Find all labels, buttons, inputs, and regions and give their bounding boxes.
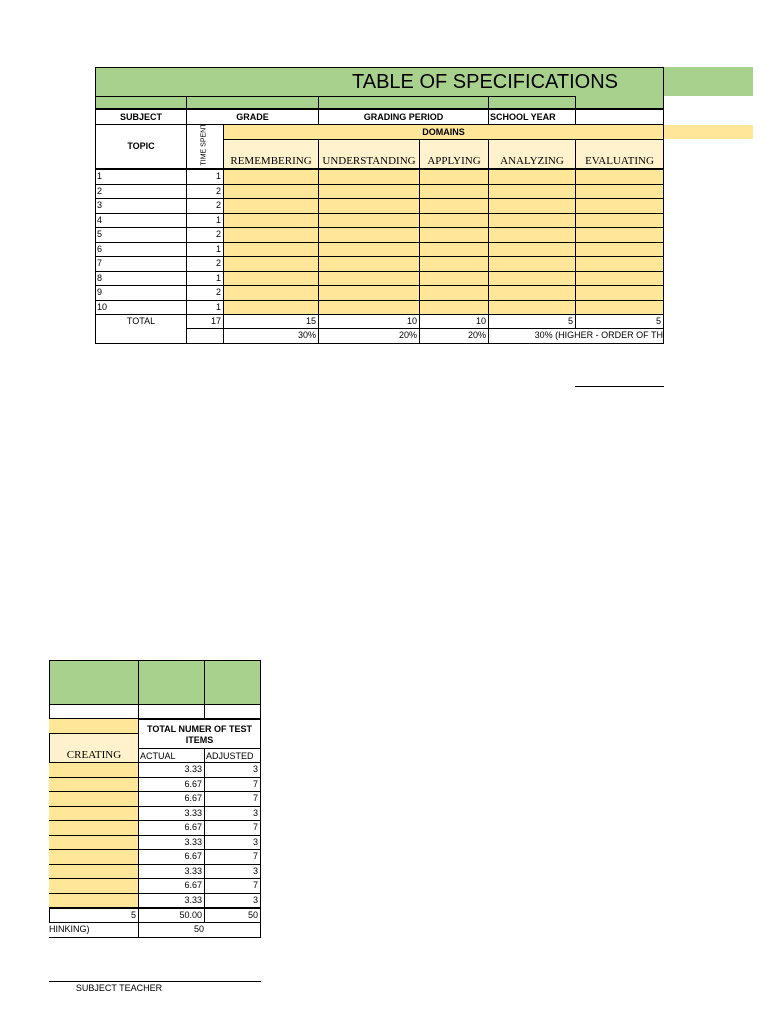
adjusted-cell: 3 <box>204 864 261 880</box>
domains-overflow <box>49 719 139 733</box>
domain-cell[interactable] <box>575 169 664 185</box>
signature-line <box>575 386 664 387</box>
domain-cell[interactable] <box>488 300 576 316</box>
domain-cell[interactable] <box>575 227 664 243</box>
creating-cell[interactable] <box>49 806 139 822</box>
time-spent-cell[interactable]: 1 <box>186 271 224 287</box>
domain-cell[interactable] <box>575 198 664 214</box>
adjusted-cell: 7 <box>204 878 261 894</box>
topic-cell[interactable]: 8 <box>95 271 187 287</box>
divider <box>204 660 205 705</box>
time-spent-cell[interactable]: 1 <box>186 300 224 316</box>
pct-higher-order: 30% (HIGHER - ORDER OF TH <box>488 328 664 344</box>
domain-cell[interactable] <box>223 256 319 272</box>
signature-line <box>49 981 261 982</box>
creating-cell[interactable] <box>49 878 139 894</box>
total-creating: 5 <box>49 908 139 923</box>
domain-remembering: REMEMBERING <box>223 139 319 169</box>
adjusted-cell: 3 <box>204 806 261 822</box>
total-items-header: TOTAL NUMER OF TEST ITEMS <box>138 719 261 749</box>
total-time: 17 <box>186 314 224 329</box>
creating-cell[interactable] <box>49 849 139 865</box>
divider <box>138 660 139 705</box>
actual-cell: 6.67 <box>138 849 205 865</box>
blank-cell <box>318 96 489 110</box>
time-spent-cell[interactable]: 1 <box>186 242 224 258</box>
topic-cell[interactable]: 1 <box>95 169 187 185</box>
actual-cell: 3.33 <box>138 893 205 909</box>
domain-cell[interactable] <box>419 285 489 301</box>
total-label: TOTAL <box>95 314 187 344</box>
domain-cell[interactable] <box>318 300 420 316</box>
domain-cell[interactable] <box>488 184 576 200</box>
creating-cell[interactable] <box>49 820 139 836</box>
domain-cell[interactable] <box>223 198 319 214</box>
pct-total-items: 50 <box>138 922 261 938</box>
subject-label: SUBJECT <box>95 109 187 125</box>
title-band-overflow <box>664 67 753 96</box>
actual-cell: 6.67 <box>138 777 205 793</box>
domain-cell[interactable] <box>318 242 420 258</box>
domain-cell[interactable] <box>419 169 489 185</box>
topic-cell[interactable]: 4 <box>95 213 187 229</box>
creating-cell[interactable] <box>49 762 139 778</box>
grade-label: GRADE <box>186 109 319 125</box>
total-applying: 10 <box>419 314 489 329</box>
blank-cell <box>186 96 319 110</box>
actual-cell: 3.33 <box>138 835 205 851</box>
total-adjusted: 50 <box>204 908 261 923</box>
blank-cell <box>488 96 576 110</box>
creating-cell[interactable] <box>49 835 139 851</box>
actual-cell: 6.67 <box>138 820 205 836</box>
topic-cell[interactable]: 7 <box>95 256 187 272</box>
domain-cell[interactable] <box>419 242 489 258</box>
adjusted-cell: 7 <box>204 791 261 807</box>
title-band-continued <box>49 660 261 705</box>
domain-understanding: UNDERSTANDING <box>318 139 420 169</box>
time-spent-cell[interactable]: 2 <box>186 227 224 243</box>
domain-cell[interactable] <box>575 213 664 229</box>
domain-cell[interactable] <box>318 256 420 272</box>
domain-cell[interactable] <box>419 271 489 287</box>
domain-cell[interactable] <box>488 242 576 258</box>
domain-cell[interactable] <box>419 227 489 243</box>
domain-cell[interactable] <box>488 285 576 301</box>
domain-cell[interactable] <box>223 285 319 301</box>
creating-cell[interactable] <box>49 893 139 909</box>
domain-cell[interactable] <box>488 213 576 229</box>
blank-cell <box>49 704 139 719</box>
domain-cell[interactable] <box>488 271 576 287</box>
domain-cell[interactable] <box>419 256 489 272</box>
time-spent-cell[interactable]: 2 <box>186 285 224 301</box>
blank-cell <box>138 704 205 719</box>
domain-cell[interactable] <box>419 198 489 214</box>
time-spent-header <box>186 124 224 169</box>
page-title: TABLE OF SPECIFICATIONS <box>352 71 618 93</box>
domain-cell[interactable] <box>575 242 664 258</box>
creating-cell[interactable] <box>49 864 139 880</box>
domain-cell[interactable] <box>318 169 420 185</box>
domain-analyzing: ANALYZING <box>488 139 576 169</box>
topic-cell[interactable]: 2 <box>95 184 187 200</box>
domain-cell[interactable] <box>488 169 576 185</box>
time-spent-cell[interactable]: 2 <box>186 198 224 214</box>
domain-applying: APPLYING <box>419 139 489 169</box>
actual-header: ACTUAL <box>138 748 205 763</box>
domain-cell[interactable] <box>223 242 319 258</box>
total-remembering: 15 <box>223 314 319 329</box>
domain-cell[interactable] <box>223 169 319 185</box>
domain-cell[interactable] <box>318 198 420 214</box>
adjusted-cell: 7 <box>204 849 261 865</box>
topic-cell[interactable]: 9 <box>95 285 187 301</box>
adjusted-cell: 3 <box>204 762 261 778</box>
domains-overflow <box>664 125 753 139</box>
actual-cell: 3.33 <box>138 762 205 778</box>
actual-cell: 3.33 <box>138 864 205 880</box>
total-understanding: 10 <box>318 314 420 329</box>
domains-header: DOMAINS <box>223 124 664 140</box>
domain-cell[interactable] <box>419 184 489 200</box>
topic-cell[interactable]: 6 <box>95 242 187 258</box>
domain-cell[interactable] <box>223 184 319 200</box>
adjusted-header: ADJUSTED <box>204 748 261 763</box>
adjusted-cell: 7 <box>204 820 261 836</box>
domain-cell[interactable] <box>223 300 319 316</box>
blank-cell <box>204 704 261 719</box>
blank-cell <box>95 96 187 110</box>
domain-cell[interactable] <box>318 213 420 229</box>
time-spent-cell[interactable]: 1 <box>186 169 224 185</box>
pct-applying: 20% <box>419 328 489 344</box>
domain-cell[interactable] <box>419 213 489 229</box>
domain-cell[interactable] <box>318 271 420 287</box>
actual-cell: 6.67 <box>138 791 205 807</box>
time-spent-cell[interactable]: 2 <box>186 184 224 200</box>
domain-cell[interactable] <box>318 184 420 200</box>
domain-cell[interactable] <box>488 198 576 214</box>
grading-period-label: GRADING PERIOD <box>318 109 489 125</box>
topic-header: TOPIC <box>95 124 187 169</box>
domain-cell[interactable] <box>575 271 664 287</box>
domain-cell[interactable] <box>223 271 319 287</box>
school-year-value[interactable] <box>575 109 664 125</box>
total-analyzing: 5 <box>488 314 576 329</box>
creating-cell[interactable] <box>49 791 139 807</box>
pct-blank <box>186 328 224 344</box>
adjusted-cell: 3 <box>204 835 261 851</box>
domain-cell[interactable] <box>419 300 489 316</box>
domain-cell[interactable] <box>488 227 576 243</box>
domain-cell[interactable] <box>318 285 420 301</box>
pct-higher-order-cont: HINKING) <box>49 922 139 938</box>
domain-cell[interactable] <box>223 227 319 243</box>
topic-cell[interactable]: 5 <box>95 227 187 243</box>
pct-remembering: 30% <box>223 328 319 344</box>
adjusted-cell: 7 <box>204 777 261 793</box>
topic-cell[interactable]: 3 <box>95 198 187 214</box>
actual-cell: 6.67 <box>138 878 205 894</box>
adjusted-cell: 3 <box>204 893 261 909</box>
time-spent-cell[interactable]: 1 <box>186 213 224 229</box>
time-spent-cell[interactable]: 2 <box>186 256 224 272</box>
time-spent-label: TIME SPENT <box>200 123 208 166</box>
domain-cell[interactable] <box>575 184 664 200</box>
total-actual: 50.00 <box>138 908 205 923</box>
topic-cell[interactable]: 10 <box>95 300 187 316</box>
total-evaluating: 5 <box>575 314 664 329</box>
domain-cell[interactable] <box>488 256 576 272</box>
domain-cell[interactable] <box>318 227 420 243</box>
subject-teacher-label: SUBJECT TEACHER <box>75 983 163 993</box>
domain-cell[interactable] <box>575 300 664 316</box>
actual-cell: 3.33 <box>138 806 205 822</box>
domain-evaluating: EVALUATING <box>575 139 664 169</box>
domain-cell[interactable] <box>575 285 664 301</box>
creating-cell[interactable] <box>49 777 139 793</box>
domain-creating: CREATING <box>49 733 139 763</box>
domain-cell[interactable] <box>223 213 319 229</box>
pct-understanding: 20% <box>318 328 420 344</box>
domain-cell[interactable] <box>575 256 664 272</box>
school-year-label: SCHOOL YEAR <box>488 109 576 125</box>
